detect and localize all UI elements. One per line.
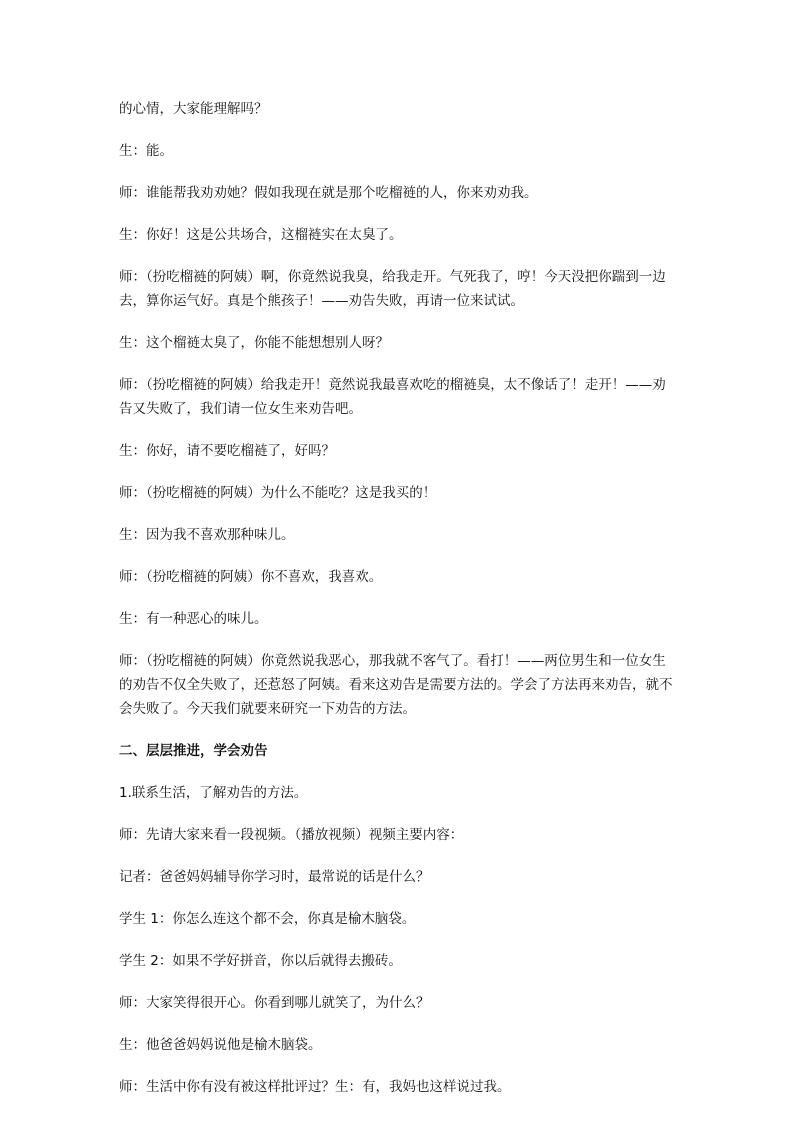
document-body	[119, 97, 679, 1117]
paragraph: 师：（扮吃榴裢的阿姨）给我走开！竟然说我最喜欢吃的榴裢臭，太不像话了！走开！——劝告又失败了，我们请一位女生来劝告吧。	[119, 377, 666, 417]
paragraph: 记者：爸爸妈妈辅导你学习时，最常说的话是什么？	[119, 869, 430, 885]
paragraph: 师：谁能帮我劝劝她？假如我现在就是那个吃榴裢的人，你来劝劝我。	[119, 185, 538, 201]
paragraph: 师：（扮吃榴裢的阿姨）你竟然说我恶心，那我就不客气了。看打！——两位男生和一位女生的劝告不仅全失败了，还惹怒了阿姨。看来这劝告是需要方法的。学会了方法再来劝告，就不会失败了。今天我们就要来研究一下劝告的方法。	[119, 653, 673, 717]
paragraph: 学生 1：你怎么连这个都不会，你真是榆木脑袋。	[119, 911, 416, 927]
paragraph: 师：（扮吃榴裢的阿姨）啊，你竟然说我臭，给我走开。气死我了，哼！今天没把你踹到一边去，算你运气好。真是个熊孩子！——劝告失败，再请一位来试试。	[119, 269, 666, 309]
paragraph: 生：你好，请不要吃榴裢了，好吗？	[119, 443, 335, 459]
paragraph: 生：他爸爸妈妈说他是榆木脑袋。	[119, 1037, 322, 1053]
section-heading: 二、层层推进，学会劝告	[119, 743, 268, 759]
paragraph: 师：生活中你有没有被这样批评过？生：有，我妈也这样说过我。	[119, 1079, 511, 1095]
paragraph: 师：（扮吃榴裢的阿姨）为什么不能吃？这是我买的！	[119, 485, 437, 501]
paragraph: 1.联系生活，了解劝告的方法。	[119, 785, 308, 801]
paragraph: 的心情，大家能理解吗？	[119, 101, 268, 117]
paragraph: 学生 2：如果不学好拼音，你以后就得去搬砖。	[119, 953, 402, 969]
paragraph: 师：先请大家来看一段视频。（播放视频）视频主要内容：	[119, 827, 464, 843]
paragraph: 生：你好！这是公共场合，这榴裢实在太臭了。	[119, 227, 403, 243]
paragraph: 师：大家笑得很开心。你看到哪儿就笑了，为什么？	[119, 995, 430, 1011]
paragraph: 师：（扮吃榴裢的阿姨）你不喜欢，我喜欢。	[119, 569, 383, 585]
paragraph: 生：有一种恶心的味儿。	[119, 611, 268, 627]
paragraph: 生：这个榴裢太臭了，你能不能想想别人呀？	[119, 335, 389, 351]
paragraph: 生：因为我不喜欢那种味儿。	[119, 527, 295, 543]
paragraph: 生：能。	[119, 143, 173, 159]
